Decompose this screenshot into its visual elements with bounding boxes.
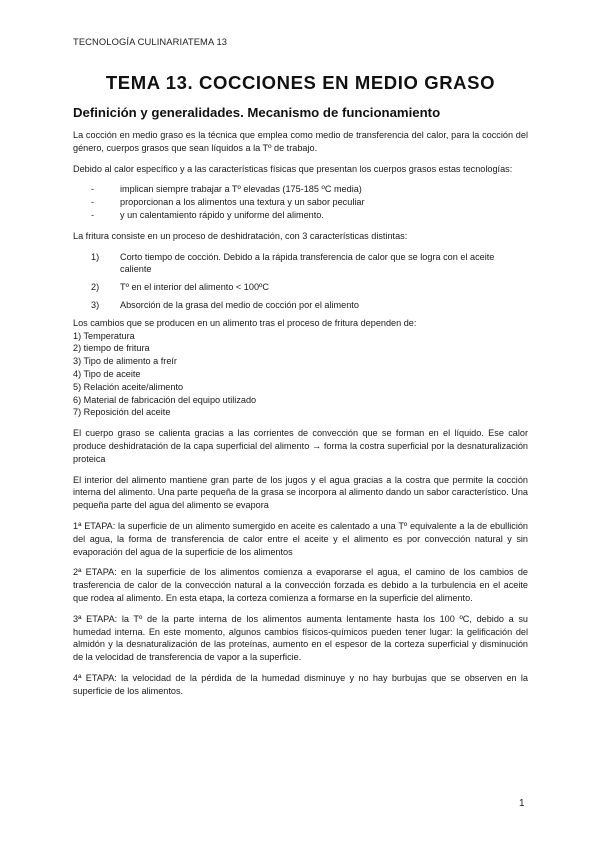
list-item-text: y un calentamiento rápido y uniforme del alimento. xyxy=(120,209,324,220)
paragraph-convection: El cuerpo graso se calienta gracias a las corrientes de convección que se forman en el líquido. Ese calor produce deshidratación de la capa superficial del alimento → forma la costra superficial por la desnaturalización proteica xyxy=(73,428,528,464)
paragraph-stage-3: 3ª ETAPA: la Tº de la parte interna de los alimentos aumenta lentamente hasta los 100 ºC, debido a su humedad interna. En este momento, algunos cambios físicos-químicos pueden tener lugar: la gelificación del almidón y la desnaturalización de las proteínas, aumento en el espesor de la corteza superficial y disminución de la velocidad de transferencia de vapor a la superficie. xyxy=(73,613,528,663)
paragraph-interior: El interior del alimento mantiene gran parte de los jugos y el agua gracias a la costra que permite la cocción interna del alimento. Una parte pequeña de la grasa se incorpora al alimento dando un sabor característico. Una pequeña parte del agua del alimento se evapora xyxy=(73,474,528,511)
list-item xyxy=(91,209,528,222)
page-content xyxy=(73,72,528,705)
dash-marker: - xyxy=(91,184,95,195)
page-number: 1 xyxy=(519,798,525,809)
list-item: 2) tiempo de fritura xyxy=(73,343,150,354)
page-title: TEMA 13. COCCIONES EN MEDIO GRASO xyxy=(105,72,496,93)
frying-characteristics-list xyxy=(73,251,528,312)
paragraph-stage-1: 1ª ETAPA: la superficie de un alimento sumergido en aceite es calentado a una Tº equivalente a la de ebullición del agua, la forma de transferencia de calor entre el aceite y el alimento es por convección natural y sin evaporación del agua de la superficie de los alimentos xyxy=(73,520,528,557)
paragraph-frying-intro: La fritura consiste en un proceso de deshidratación, con 3 características distintas: xyxy=(73,230,408,241)
paragraph-stage-2: 2ª ETAPA: en la superficie de los alimentos comienza a evaporarse el agua, el camino de los cambios de trasferencia de calor de la convección natural a la convección forzada es debido a la turbulencia en el aceite que rodea al alimento. En esta etapa, la corteza comienza a formarse en la superficie del alimento. xyxy=(73,567,528,603)
list-item: 1) Temperatura xyxy=(73,330,135,341)
number-marker: 3) xyxy=(91,299,100,310)
list-item: 4) Tipo de aceite xyxy=(73,368,141,379)
paragraph-factors-intro: Los cambios que se producen en un alimento tras el proceso de fritura dependen de: xyxy=(73,317,417,328)
list-item-text: Tº en el interior del alimento < 100ºC xyxy=(120,282,269,293)
list-item xyxy=(91,299,528,312)
list-item xyxy=(91,183,528,196)
list-item: 7) Reposición del aceite xyxy=(73,407,171,418)
list-item-text: implican siempre trabajar a Tº elevadas (175-185 ºC media) xyxy=(120,184,362,195)
paragraph-stage-4: 4ª ETAPA: la velocidad de la pérdida de la humedad disminuye y no hay burbujas que se observen en la superficie de los alimentos. xyxy=(73,672,528,696)
list-item: 3) Tipo de alimento a freír xyxy=(73,356,177,367)
factors-list xyxy=(73,330,528,420)
list-item-text: Absorción de la grasa del medio de cocción por el alimento xyxy=(120,299,359,310)
dash-marker: - xyxy=(91,197,95,208)
list-item-text: proporcionan a los alimentos una textura y un sabor peculiar xyxy=(120,197,365,208)
list-item: 6) Material de fabricación del equipo utilizado xyxy=(73,394,257,405)
list-item xyxy=(91,281,528,294)
list-item: 5) Relación aceite/alimento xyxy=(73,381,184,392)
number-marker: 2) xyxy=(91,282,100,293)
dash-marker: - xyxy=(91,209,95,220)
paragraph-technologies-intro: Debido al calor específico y a las características físicas que presentan los cuerpos grasos estas tecnologías: xyxy=(73,163,513,174)
paragraph-definition: La cocción en medio graso es la técnica que emplea como medio de transferencia del calor, para la cocción del género, cuerpos grasos que sean líquidos a la Tº de trabajo. xyxy=(73,130,528,153)
number-marker: 1) xyxy=(91,251,100,262)
running-header: TECNOLOGÍA CULINARIATEMA 13 xyxy=(73,36,228,47)
list-item xyxy=(91,251,528,277)
list-item-text: Corto tiempo de cocción. Debido a la rápida transferencia de calor que se logra con el aceite caliente xyxy=(120,251,495,275)
characteristics-list xyxy=(73,183,528,221)
list-item xyxy=(91,196,528,209)
section-heading: Definición y generalidades. Mecanismo de funcionamiento xyxy=(73,105,441,120)
